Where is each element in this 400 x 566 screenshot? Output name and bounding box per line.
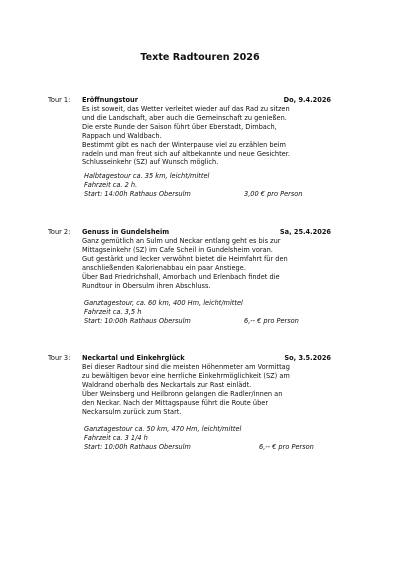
tour-start	[84, 317, 344, 326]
tour-name: Eröffnungstour	[82, 96, 138, 104]
description-line: Neckarsulm zurück zum Start.	[82, 407, 182, 416]
description-line: Schlusseinkehr (SZ) auf Wunsch möglich.	[82, 158, 219, 167]
tour-price: 6,-- € pro Person	[244, 317, 299, 326]
tour-date: So, 3.5.2026	[284, 354, 331, 362]
tour-price: 6,-- € pro Person	[259, 443, 314, 452]
tour-start	[84, 190, 344, 199]
tour-date: Do, 9.4.2026	[283, 96, 331, 104]
tour-type: Ganztagestour ca. 50 km, 470 Hm, leicht/mittel	[84, 425, 242, 434]
start-text: Start: 10:00h Rathaus Obersulm	[84, 443, 191, 452]
description-line: radeln und man freut sich auf altbekannte und neue Gesichter.	[82, 149, 290, 158]
tour-label: Tour 1:	[48, 96, 71, 104]
tour-type: Halbtagestour ca. 35 km, leicht/mittel	[84, 172, 210, 181]
page-title: Texte Radtouren 2026	[140, 52, 260, 63]
tour-details	[82, 425, 344, 452]
description-line: Die erste Runde der Saison führt über Eberstadt, Dimbach,	[82, 122, 277, 131]
description-line: Ganz gemütlich an Sulm und Neckar entlang geht es bis zur	[82, 237, 281, 245]
tour-label: Tour 2:	[48, 228, 71, 236]
description-line: Gut gestärkt und lecker verwöhnt bietet die Heimfahrt für den	[82, 254, 288, 263]
description-line: Bestimmt gibt es nach der Winterpause viel zu erzählen beim	[82, 140, 286, 149]
description-line: Bei dieser Radtour sind die meisten Höhenmeter am Vormittag	[82, 363, 290, 371]
start-text: Start: 14:00h Rathaus Obersulm	[84, 190, 191, 199]
start-text: Start: 10:00h Rathaus Obersulm	[84, 317, 191, 326]
description-line: Über Weinsberg und Heilbronn gelangen die Radler/innen an	[82, 389, 283, 398]
description-line: Über Bad Friedrichshall, Amorbach und Erlenbach findet die	[82, 272, 280, 281]
tour-description	[82, 237, 344, 326]
description-line: Waldrand oberhalb des Neckartals zur Rast einlädt.	[82, 380, 252, 389]
tour-name: Neckartal und Einkehrglück	[82, 354, 185, 362]
description-line: zu bewältigen bevor eine herrliche Einkehrmöglichkeit (SZ) am	[82, 371, 290, 380]
tour-description	[82, 105, 344, 199]
tour-details	[82, 299, 344, 326]
description-line: den Neckar. Nach der Mittagspause führt die Route über	[82, 398, 269, 407]
tour-details	[82, 172, 344, 199]
description-line: Mittagseinkehr (SZ) im Cafe Scheil in Gundelsheim voran.	[82, 245, 273, 254]
tour-label: Tour 3:	[48, 354, 71, 362]
tour-duration: Fahrzeit ca. 3 1/4 h	[84, 434, 148, 443]
description-line: Rundtour in Obersulm ihren Abschluss.	[82, 281, 211, 290]
tour-start	[84, 443, 344, 452]
tour-name: Genuss in Gundelsheim	[82, 228, 170, 236]
description-line: anschließenden Kalorienabbau ein paar Anstiege.	[82, 263, 246, 272]
tour-type: Ganztagestour, ca. 60 km, 400 Hm, leicht/mittel	[84, 299, 243, 308]
tour-duration: Fahrzeit ca. 3,5 h	[84, 308, 142, 317]
description-line: und die Landschaft, aber auch die Gemeinschaft zu genießen.	[82, 113, 287, 122]
description-line: Rappach und Waldbach.	[82, 131, 162, 140]
tour-description	[82, 363, 344, 452]
tour-date: Sa, 25.4.2026	[279, 228, 331, 236]
tour-price: 3,00 € pro Person	[244, 190, 303, 199]
tour-duration: Fahrzeit ca. 2 h.	[84, 181, 138, 190]
description-line: Es ist soweit, das Wetter verleitet wieder auf das Rad zu sitzen	[82, 105, 290, 113]
